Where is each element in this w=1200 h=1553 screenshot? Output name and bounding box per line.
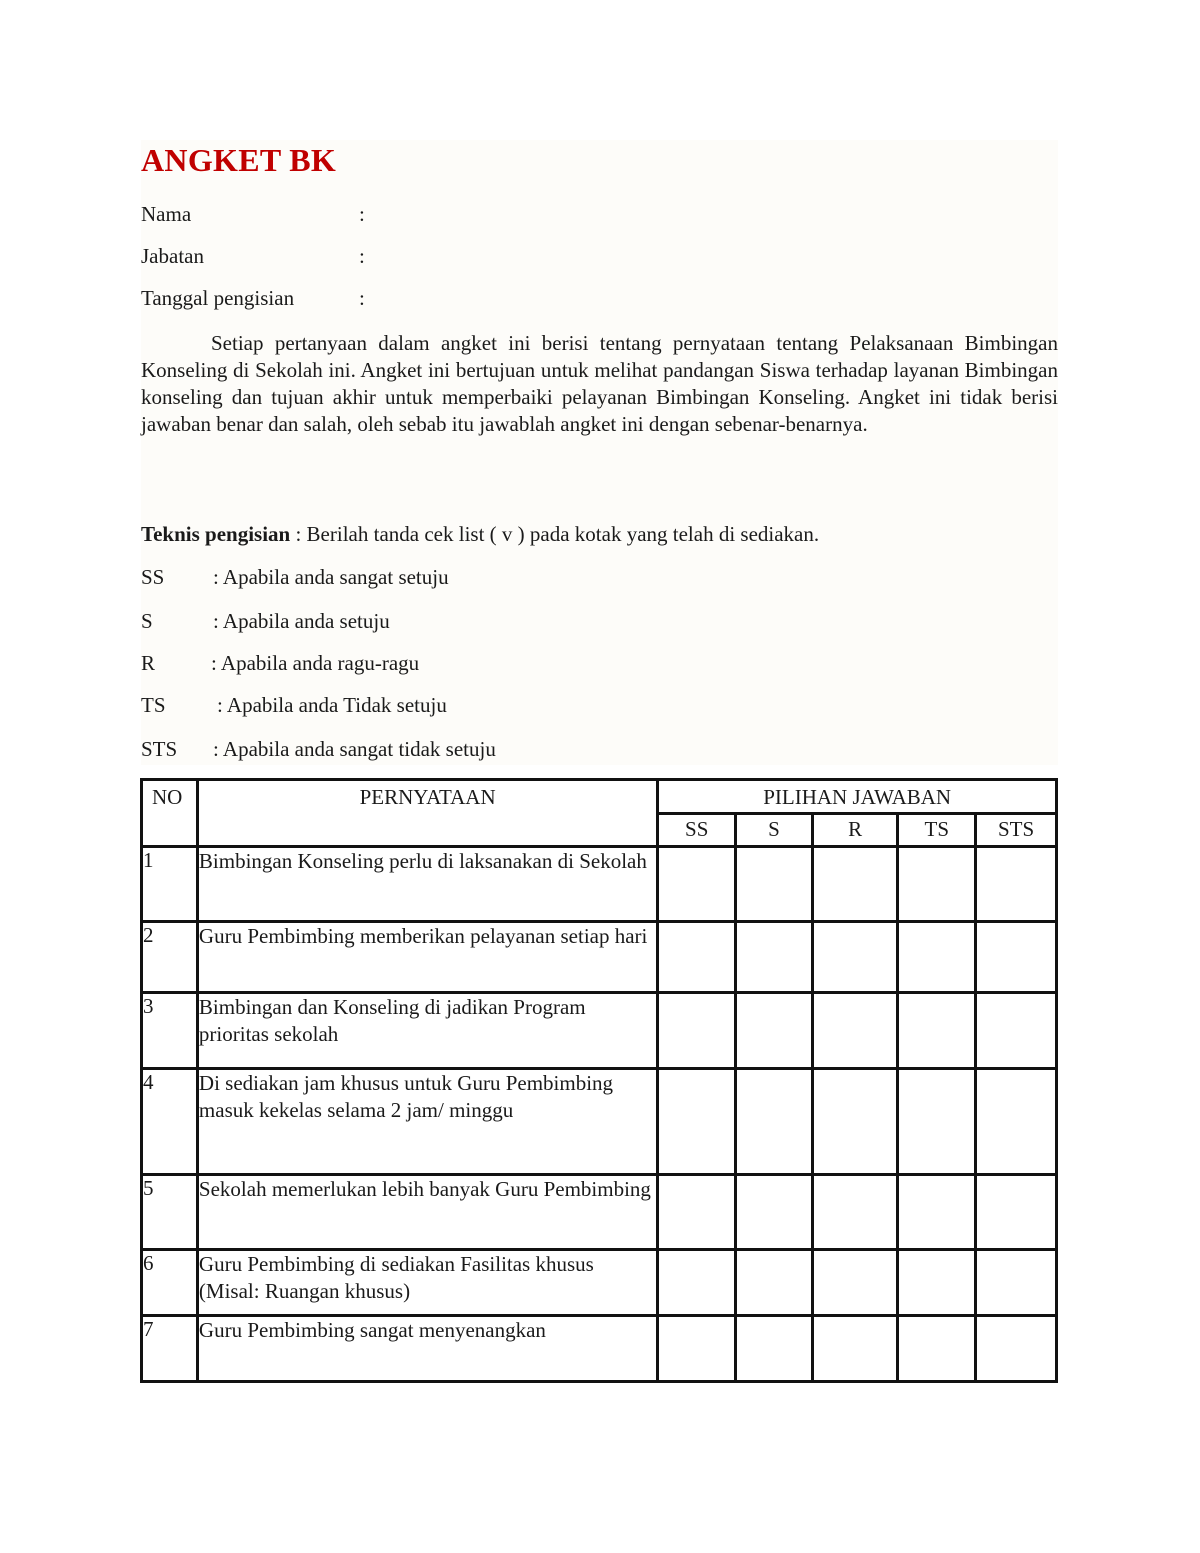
answer-cell-s[interactable]: [736, 1250, 813, 1316]
field-separator: :: [359, 286, 365, 310]
row-number: 5: [142, 1175, 198, 1250]
answer-cell-r[interactable]: [812, 847, 898, 922]
answer-cell-ss[interactable]: [658, 1250, 736, 1316]
table-header-row: [142, 780, 1057, 814]
table-row: [142, 1250, 1057, 1316]
answer-cell-sts[interactable]: [976, 1316, 1057, 1382]
answer-cell-r[interactable]: [812, 993, 898, 1069]
row-statement: Bimbingan Konseling perlu di laksanakan di Sekolah: [197, 847, 657, 922]
field-label: Jabatan: [141, 244, 204, 268]
table-row: [142, 922, 1057, 993]
option-code: R: [141, 651, 156, 675]
header-s: S: [736, 814, 813, 847]
header-sts: STS: [976, 814, 1057, 847]
row-statement: Di sediakan jam khusus untuk Guru Pembimbing masuk kekelas selama 2 jam/ minggu: [197, 1069, 657, 1175]
row-number: 7: [142, 1316, 198, 1382]
answer-cell-ts[interactable]: [898, 922, 976, 993]
answer-cell-ts[interactable]: [898, 1175, 976, 1250]
answer-cell-s[interactable]: [736, 922, 813, 993]
answer-cell-sts[interactable]: [976, 847, 1057, 922]
row-statement: Guru Pembimbing di sediakan Fasilitas khusus (Misal: Ruangan khusus): [197, 1250, 657, 1316]
field-separator: :: [359, 202, 365, 226]
option-ss: [141, 565, 1058, 595]
option-s: [141, 609, 1058, 639]
questionnaire-table: [140, 778, 1058, 1383]
option-description: : Apabila anda ragu-ragu: [211, 651, 420, 675]
instructions: [141, 522, 819, 547]
answer-cell-ts[interactable]: [898, 847, 976, 922]
option-description: : Apabila anda setuju: [213, 609, 390, 633]
answer-cell-ss[interactable]: [658, 847, 736, 922]
option-ts: [141, 693, 1058, 723]
answer-cell-ss[interactable]: [658, 993, 736, 1069]
page-title: ANGKET BK: [141, 142, 337, 178]
header-r: R: [812, 814, 898, 847]
row-statement: Sekolah memerlukan lebih banyak Guru Pembimbing: [197, 1175, 657, 1250]
table-row: [142, 1175, 1057, 1250]
table-row: [142, 1316, 1057, 1382]
answer-cell-ts[interactable]: [898, 1069, 976, 1175]
answer-cell-sts[interactable]: [976, 922, 1057, 993]
field-nama: [141, 202, 1058, 232]
answer-cell-sts[interactable]: [976, 1250, 1057, 1316]
answer-cell-sts[interactable]: [976, 1069, 1057, 1175]
option-description: : Apabila anda sangat tidak setuju: [213, 737, 496, 761]
answer-cell-ss[interactable]: [658, 1316, 736, 1382]
answer-cell-r[interactable]: [812, 1175, 898, 1250]
field-label: Nama: [141, 202, 192, 226]
instructions-label: Teknis pengisian: [141, 522, 291, 546]
answer-cell-sts[interactable]: [976, 1175, 1057, 1250]
answer-cell-s[interactable]: [736, 1316, 813, 1382]
header-statement: PERNYATAAN: [197, 780, 657, 847]
option-code: S: [141, 609, 153, 633]
answer-cell-ts[interactable]: [898, 1250, 976, 1316]
answer-cell-s[interactable]: [736, 1069, 813, 1175]
field-label: Tanggal pengisian: [141, 286, 295, 310]
field-tanggal-pengisian: [141, 286, 1058, 316]
row-statement: Guru Pembimbing memberikan pelayanan setiap hari: [197, 922, 657, 993]
answer-cell-ts[interactable]: [898, 1316, 976, 1382]
option-code: TS: [141, 693, 166, 717]
option-code: SS: [141, 565, 165, 589]
answer-cell-r[interactable]: [812, 1316, 898, 1382]
answer-cell-s[interactable]: [736, 993, 813, 1069]
row-number: 1: [142, 847, 198, 922]
intro-paragraph: Setiap pertanyaan dalam angket ini berisi tentang pernyataan tentang Pelaksanaan Bimbingan Konseling di Sekolah ini. Angket ini bertujuan untuk melihat pandangan Siswa terhadap layanan Bimbingan konseling dan tujuan akhir untuk memperbaiki pelayanan Bimbingan Konseling. Angket ini tidak berisi jawaban benar dan salah, oleh sebab itu jawablah angket ini dengan sebenar-benarnya.: [141, 331, 1058, 436]
answer-cell-r[interactable]: [812, 1069, 898, 1175]
row-number: 2: [142, 922, 198, 993]
header-ts: TS: [898, 814, 976, 847]
field-jabatan: [141, 244, 1058, 274]
option-sts: [141, 737, 1058, 767]
answer-cell-r[interactable]: [812, 1250, 898, 1316]
table-row: [142, 993, 1057, 1069]
header-ss: SS: [658, 814, 736, 847]
answer-cell-ss[interactable]: [658, 1175, 736, 1250]
answer-cell-r[interactable]: [812, 922, 898, 993]
answer-cell-ts[interactable]: [898, 993, 976, 1069]
option-r: [141, 651, 1058, 681]
field-separator: :: [359, 244, 365, 268]
answer-cell-ss[interactable]: [658, 1069, 736, 1175]
row-number: 3: [142, 993, 198, 1069]
row-number: 4: [142, 1069, 198, 1175]
answer-cell-s[interactable]: [736, 1175, 813, 1250]
row-statement: Guru Pembimbing sangat menyenangkan: [197, 1316, 657, 1382]
answer-cell-ss[interactable]: [658, 922, 736, 993]
answer-cell-s[interactable]: [736, 847, 813, 922]
instructions-text: : Berilah tanda cek list ( v ) pada kotak yang telah di sediakan.: [290, 522, 820, 546]
option-code: STS: [141, 737, 178, 761]
option-description: : Apabila anda Tidak setuju: [217, 693, 447, 717]
table-row: [142, 1069, 1057, 1175]
option-description: : Apabila anda sangat setuju: [213, 565, 449, 589]
header-choices: PILIHAN JAWABAN: [658, 780, 1057, 814]
answer-cell-sts[interactable]: [976, 993, 1057, 1069]
header-no: NO: [142, 780, 198, 847]
row-statement: Bimbingan dan Konseling di jadikan Program prioritas sekolah: [197, 993, 657, 1069]
row-number: 6: [142, 1250, 198, 1316]
table-row: [142, 847, 1057, 922]
